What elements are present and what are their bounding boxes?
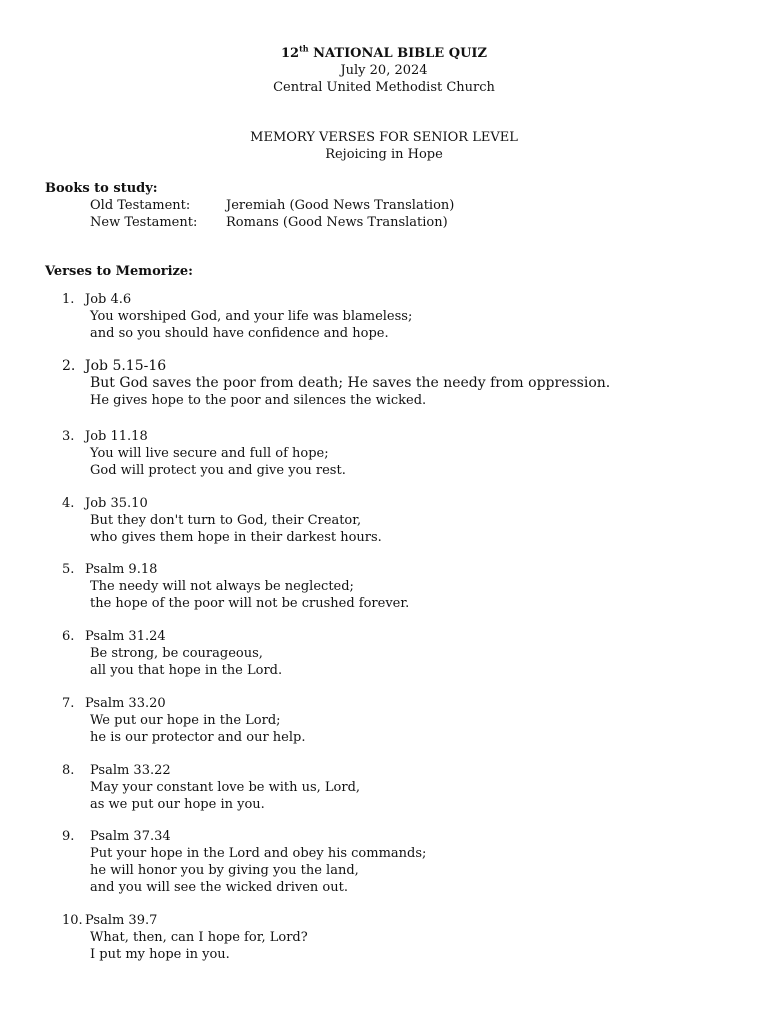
verse-item: [62, 358, 610, 409]
verse-reference: Psalm 33.22: [90, 763, 171, 778]
verse-reference: Psalm 37.34: [90, 829, 171, 844]
verse-number: 4.: [62, 496, 75, 511]
verse-item: [62, 291, 412, 342]
verse-number: 7.: [62, 696, 75, 711]
quiz-venue: Central United Methodist Church: [273, 80, 495, 95]
section-heading: [0, 129, 768, 163]
old-testament-label: Old Testament:: [90, 198, 191, 213]
verse-number: 1.: [62, 292, 75, 307]
verse-item: [62, 428, 346, 479]
verse-line: But they don't turn to God, their Creator,: [90, 513, 362, 528]
verse-line: Put your hope in the Lord and obey his commands;: [90, 846, 427, 861]
verse-line: and you will see the wicked driven out.: [90, 880, 348, 895]
ordinal-suffix: th: [299, 43, 309, 54]
verse-item: [62, 695, 305, 746]
verse-reference: Job 11.18: [85, 429, 148, 444]
books-label: Books to study:: [45, 181, 158, 196]
verses-label: Verses to Memorize:: [45, 264, 193, 279]
verse-line: He gives hope to the poor and silences the wicked.: [90, 393, 427, 408]
memory-verses-heading: MEMORY VERSES FOR SENIOR LEVEL: [250, 130, 518, 145]
verse-line: I put my hope in you.: [90, 947, 230, 962]
ordinal-number: 12: [281, 46, 300, 61]
verse-reference: Psalm 39.7: [85, 913, 158, 928]
verse-reference: Psalm 33.20: [85, 696, 166, 711]
old-testament-book: Jeremiah (Good News Translation): [226, 198, 455, 213]
verse-line: The needy will not always be neglected;: [90, 579, 354, 594]
verse-reference: Job 5.15-16: [85, 358, 167, 374]
verse-number: 9.: [62, 829, 75, 844]
new-testament-row: [45, 214, 454, 231]
verse-number: 10.: [62, 913, 83, 928]
verse-item: [62, 912, 308, 963]
verse-line: the hope of the poor will not be crushed forever.: [90, 596, 410, 611]
verse-line: You worshiped God, and your life was blameless;: [90, 309, 413, 324]
books-section: [45, 180, 454, 231]
verse-line: God will protect you and give you rest.: [90, 463, 346, 478]
verse-line: Be strong, be courageous,: [90, 646, 263, 661]
verse-line: all you that hope in the Lord.: [90, 663, 283, 678]
verse-item: [62, 762, 360, 813]
verse-reference: Psalm 31.24: [85, 629, 166, 644]
verse-number: 2.: [62, 358, 76, 374]
document-header: [0, 45, 768, 96]
verse-number: 6.: [62, 629, 75, 644]
verse-item: [62, 561, 409, 612]
verse-line: he is our protector and our help.: [90, 730, 306, 745]
verse-line: who gives them hope in their darkest hours.: [90, 530, 382, 545]
verse-number: 3.: [62, 429, 75, 444]
verse-item: [62, 628, 282, 679]
verse-line: May your constant love be with us, Lord,: [90, 780, 361, 795]
verse-line: and so you should have confidence and hope.: [90, 326, 389, 341]
verse-line: But God saves the poor from death; He saves the needy from oppression.: [90, 375, 611, 391]
verse-number: 5.: [62, 562, 75, 577]
theme-line: Rejoicing in Hope: [325, 147, 443, 162]
verse-line: as we put our hope in you.: [90, 797, 265, 812]
verse-item: [62, 828, 426, 896]
old-testament-row: [45, 197, 454, 214]
quiz-title: [0, 45, 768, 62]
quiz-date: July 20, 2024: [340, 63, 428, 78]
verse-reference: Job 4.6: [85, 292, 132, 307]
verse-line: he will honor you by giving you the land,: [90, 863, 359, 878]
verse-reference: Job 35.10: [85, 496, 148, 511]
verse-number: 8.: [62, 763, 75, 778]
new-testament-label: New Testament:: [90, 215, 198, 230]
verse-line: You will live secure and full of hope;: [90, 446, 329, 461]
verse-reference: Psalm 9.18: [85, 562, 158, 577]
verse-item: [62, 495, 382, 546]
verse-line: We put our hope in the Lord;: [90, 713, 281, 728]
title-text: NATIONAL BIBLE QUIZ: [308, 46, 487, 61]
verse-line: What, then, can I hope for, Lord?: [90, 930, 308, 945]
new-testament-book: Romans (Good News Translation): [226, 215, 448, 230]
